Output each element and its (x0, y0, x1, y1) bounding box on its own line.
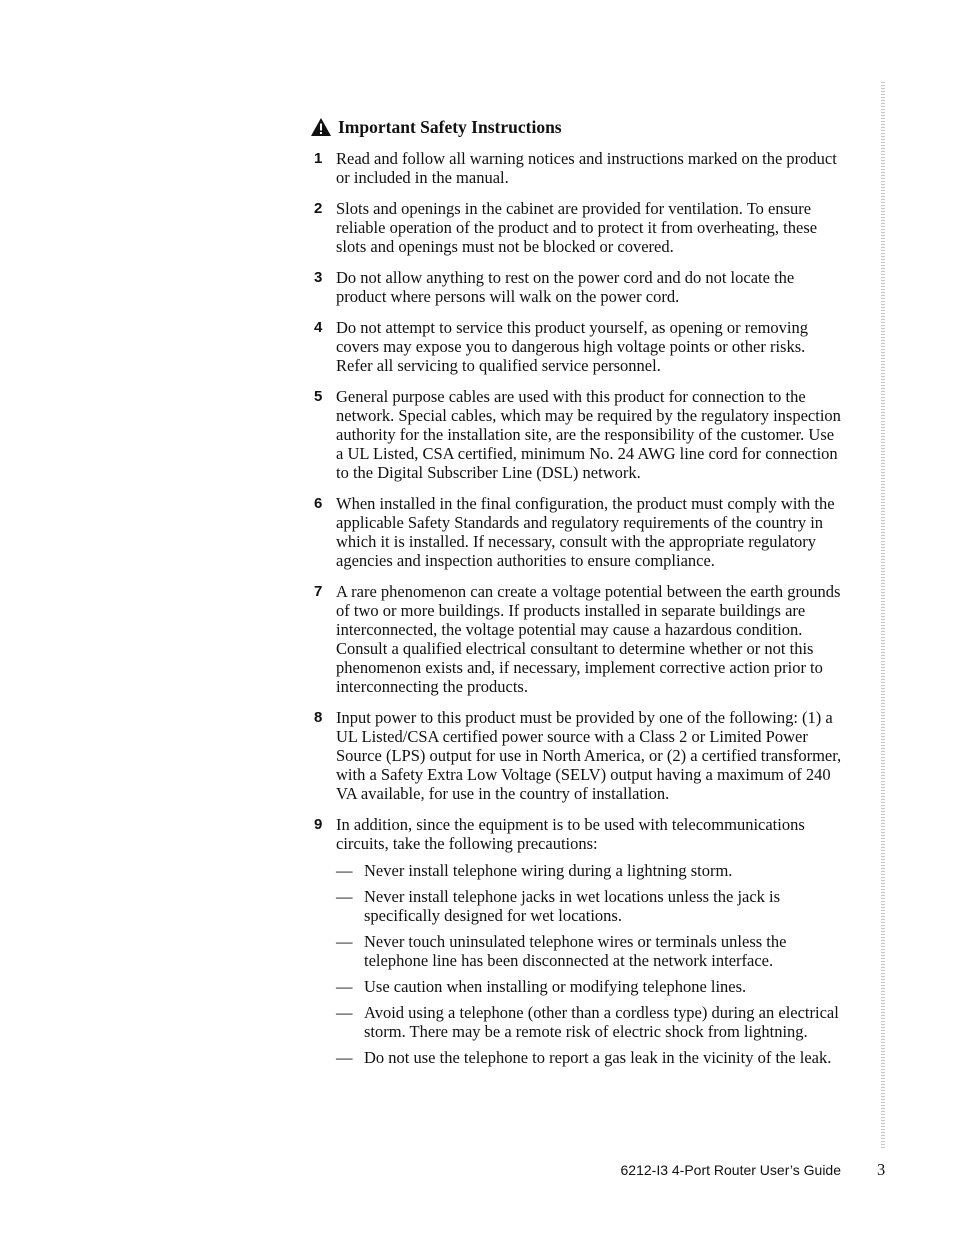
item-text: Read and follow all warning notices and instructions marked on the product or included in the manual. (336, 149, 837, 187)
item-text: A rare phenomenon can create a voltage potential between the earth grounds of two or more buildings. If products installed in separate buildings are interconnected, the voltage potential may cause a hazardous condition. Consult a qualified electrical consultant to determine whether or not this phenomenon exists and, if necessary, implement corrective action prior to interconnecting the products. (336, 582, 841, 696)
precaution-item (336, 1048, 845, 1067)
item-text: General purpose cables are used with this product for connection to the network. Special cables, which may be required by the regulatory inspection authority for the installation site, are the responsibility of the customer. Use a UL Listed, CSA certified, minimum No. 24 AWG line cord for connection to the Digital Subscriber Line (DSL) network. (336, 387, 841, 482)
item-text: Slots and openings in the cabinet are provided for ventilation. To ensure reliable operation of the product and to protect it from overheating, these slots and openings must not be blocked or covered. (336, 199, 818, 256)
instructions-list (310, 149, 845, 1074)
section-heading-text: Important Safety Instructions (338, 117, 562, 137)
item-number: 4 (314, 319, 323, 336)
precaution-text: Never install telephone jacks in wet locations unless the jack is specifically designed for wet locations. (364, 887, 781, 925)
list-item (310, 582, 845, 696)
precaution-text: Avoid using a telephone (other than a cordless type) during an electrical storm. There may be a remote risk of electric shock from lightning. (364, 1003, 839, 1041)
item-number: 3 (314, 269, 323, 286)
list-item (310, 387, 845, 482)
item-number: 5 (314, 388, 323, 405)
dash-bullet: — (336, 932, 353, 951)
list-item (310, 149, 845, 187)
item-number: 2 (314, 200, 323, 217)
footer-guide-title: 6212-I3 4-Port Router User’s Guide (620, 1162, 841, 1178)
list-item (310, 708, 845, 803)
precaution-text: Never touch uninsulated telephone wires or terminals unless the telephone line has been disconnected at the network interface. (364, 932, 787, 970)
safety-instructions-section (310, 115, 845, 1086)
item-text: Do not attempt to service this product yourself, as opening or removing covers may expose you to dangerous high voltage points or other risks. Refer all servicing to qualified service personnel. (336, 318, 808, 375)
precaution-item (336, 977, 845, 996)
dash-bullet: — (336, 861, 353, 880)
item-number: 1 (314, 150, 323, 167)
item-number: 9 (314, 816, 323, 833)
item-number: 8 (314, 709, 323, 726)
item-text: In addition, since the equipment is to be used with telecommunications circuits, take the following precautions: (336, 815, 805, 853)
item-number: 7 (314, 583, 323, 600)
precaution-item (336, 932, 845, 970)
item-text: When installed in the final configuration, the product must comply with the applicable Safety Standards and regulatory requirements of the country in which it is installed. If necessary, consult with the appropriate regulatory agencies and inspection authorities to ensure compliance. (336, 494, 835, 570)
section-heading (310, 115, 845, 139)
dash-bullet: — (336, 977, 353, 996)
dash-bullet: — (336, 887, 353, 906)
precaution-item (336, 1003, 845, 1041)
item-text: Do not allow anything to rest on the power cord and do not locate the product where persons will walk on the power cord. (336, 268, 795, 306)
item-text: Input power to this product must be provided by one of the following: (1) a UL Listed/CSA certified power source with a Class 2 or Limited Power Source (LPS) output for use in North America, or (2) a certified transformer, with a Safety Extra Low Voltage (SELV) output having a maximum of 240 VA available, for use in the country of installation. (336, 708, 842, 803)
dash-bullet: — (336, 1003, 353, 1022)
dash-bullet: — (336, 1048, 353, 1067)
item-number: 6 (314, 495, 323, 512)
warning-triangle-icon (310, 117, 332, 137)
precaution-text: Never install telephone wiring during a lightning storm. (364, 861, 733, 880)
list-item (310, 494, 845, 570)
precaution-text: Use caution when installing or modifying telephone lines. (364, 977, 747, 996)
list-item (310, 318, 845, 375)
footer-page-number: 3 (877, 1160, 886, 1179)
precautions-list (336, 861, 845, 1067)
list-item (310, 815, 845, 1074)
precaution-text: Do not use the telephone to report a gas leak in the vicinity of the leak. (364, 1048, 832, 1067)
precaution-item (336, 887, 845, 925)
precaution-item (336, 861, 845, 880)
margin-dotted-rule (881, 82, 885, 1148)
list-item (310, 268, 845, 306)
list-item (310, 199, 845, 256)
